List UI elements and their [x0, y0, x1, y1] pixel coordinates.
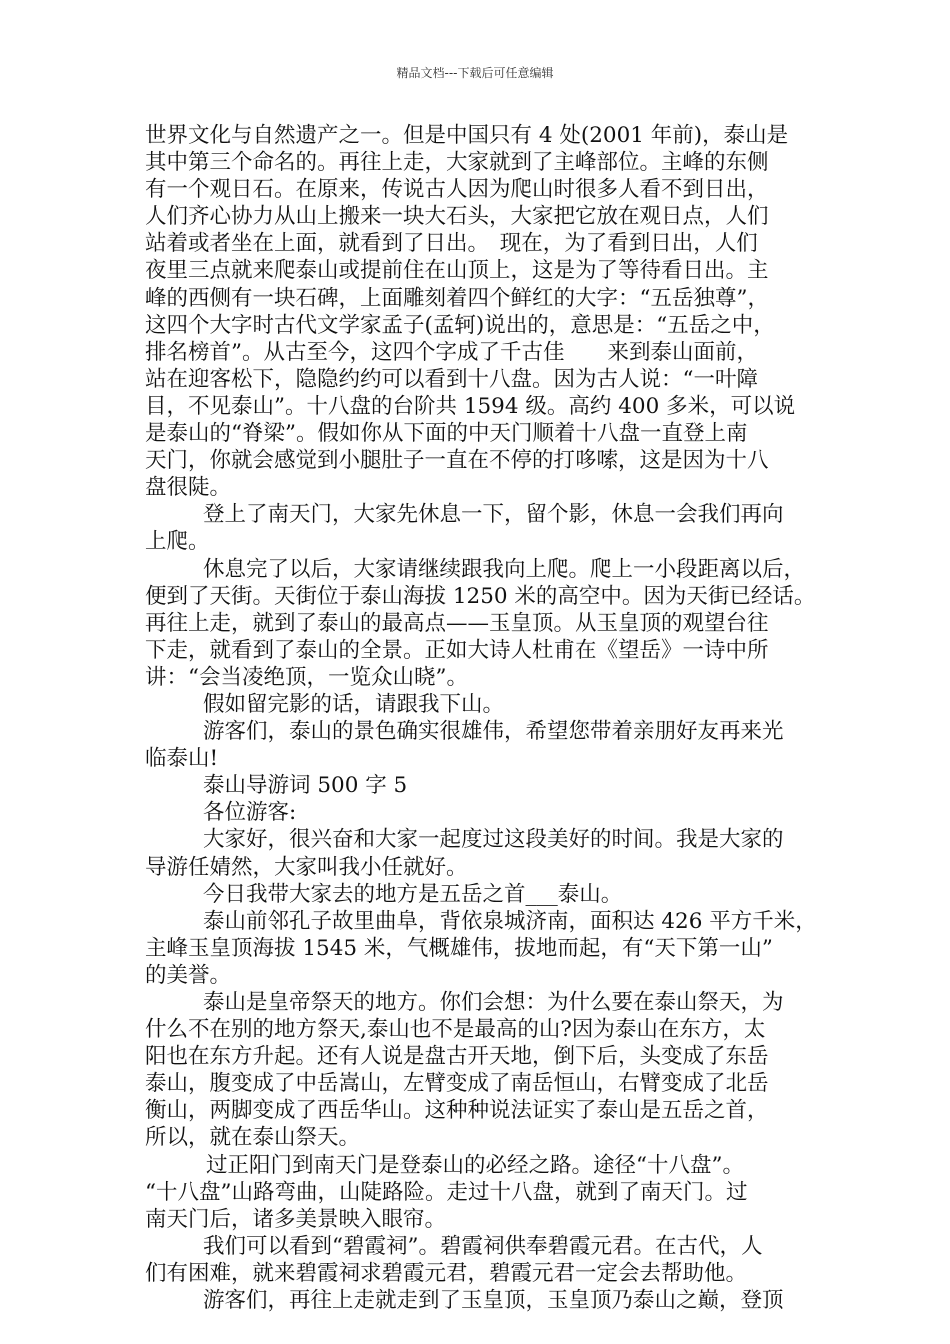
document-body [145, 122, 817, 1314]
text-line: 夜里三点就来爬泰山或提前住在山顶上，这是为了等待看日出。主 [145, 258, 769, 284]
text-line: 什么不在别的地方祭天,泰山也不是最高的山?因为泰山在东方，太 [145, 1017, 766, 1043]
section-title: 泰山导游词 500 字 5 [203, 773, 408, 799]
text-line: 南天门后，诸多美景映入眼帘。 [145, 1206, 447, 1232]
text-line: 泰山，腹变成了中岳嵩山，左臂变成了南岳恒山，右臂变成了北岳 [145, 1071, 769, 1097]
text-line: 临泰山! [145, 746, 219, 772]
text-line: 们有困难，就来碧霞祠求碧霞元君，碧霞元君一定会去帮助他。 [145, 1260, 748, 1286]
text-line: 我们可以看到“碧霞祠”。碧霞祠供奉碧霞元君。在古代，人 [203, 1233, 763, 1259]
text-line: 下走，就看到了泰山的全景。正如大诗人杜甫在《望岳》一诗中所 [145, 637, 769, 663]
text-line: 是泰山的“脊梁”。假如你从下面的中天门顺着十八盘一直登上南 [145, 421, 748, 447]
text-line: 讲：“会当凌绝顶，一览众山晓”。 [145, 664, 468, 690]
text-line: 过正阳门到南天门是登泰山的必经之路。途径“十八盘”。 [206, 1152, 744, 1178]
text-line: 的美誉。 [145, 962, 232, 988]
text-line: 各位游客: [203, 800, 297, 826]
text-line: 假如留完影的话，请跟我下山。 [203, 691, 505, 717]
text-line: 导游任婧然，大家叫我小任就好。 [145, 854, 468, 880]
text-line: 有一个观日石。在原来，传说古人因为爬山时很多人看不到日出， [145, 177, 769, 203]
text-line: 主峰玉皇顶海拔 1545 米，气概雄伟，拔地而起，有“天下第一山” [145, 935, 773, 961]
text-line: 站在迎客松下，隐隐约约可以看到十八盘。因为古人说：“一叶障 [145, 366, 758, 392]
text-line: 世界文化与自然遗产之一。但是中国只有 4 处(2001 年前)，泰山是 [145, 123, 789, 148]
text-line: 天门，你就会感觉到小腿肚子一直在不停的打哆嗦，这是因为十八 [145, 448, 769, 474]
text-line: 盘很陡。 [145, 475, 232, 501]
text-line: 登上了南天门，大家先休息一下，留个影，休息一会我们再向 [203, 502, 784, 528]
text-line: 衡山，两脚变成了西岳华山。这种种说法证实了泰山是五岳之首， [145, 1098, 769, 1124]
text-line: 游客们，泰山的景色确实很雄伟，希望您带着亲朋好友再来光 [203, 719, 784, 745]
text-line: 上爬。 [145, 529, 210, 555]
text-line: 人们齐心协力从山上搬来一块大石头，大家把它放在观日点，人们 [145, 204, 769, 230]
text-line: 游客们，再往上走就走到了玉皇顶，玉皇顶乃泰山之巅，登顶 [203, 1288, 784, 1314]
text-line: 目，不见泰山”。十八盘的台阶共 1594 级。高约 400 多米，可以说 [145, 393, 796, 419]
text-line: 泰山是皇帝祭天的地方。你们会想：为什么要在泰山祭天，为 [203, 990, 784, 1015]
text-line: 其中第三个命名的。再往上走，大家就到了主峰部位。主峰的东侧 [145, 150, 769, 176]
text-line: 峰的西侧有一块石碑，上面雕刻着四个鲜红的大字：“五岳独尊”， [145, 285, 769, 311]
text-line: 所以，就在泰山祭天。 [145, 1125, 361, 1151]
text-line: 再往上走，就到了泰山的最高点——玉皇顶。从玉皇顶的观望台往 [145, 610, 769, 636]
text-line: “十八盘”山路弯曲，山陡路险。走过十八盘，就到了南天门。过 [145, 1179, 748, 1205]
text-line: 阳也在东方升起。还有人说是盘古开天地，倒下后，头变成了东岳 [145, 1044, 769, 1070]
text-line: 便到了天街。天街位于泰山海拔 1250 米的高空中。因为天街已经话。 [145, 583, 816, 609]
text-line: 今日我带大家去的地方是五岳之首___泰山。 [203, 881, 623, 907]
text-line: 排名榜首”。从古至今，这四个字成了千古佳 来到泰山面前， [145, 339, 758, 365]
text-line: 大家好，很兴奋和大家一起度过这段美好的时间。我是大家的 [203, 827, 784, 853]
page-header: 精品文档---下载后可任意编辑 [396, 66, 554, 80]
text-line: 休息完了以后，大家请继续跟我向上爬。爬上一小段距离以后， [203, 556, 806, 582]
text-line: 泰山前邻孔子故里曲阜，背依泉城济南，面积达 426 平方千米， [203, 908, 817, 934]
text-line: 这四个大字时古代文学家孟子(孟轲)说出的，意思是：“五岳之中， [145, 312, 775, 338]
text-line: 站着或者坐在上面，就看到了日出。 现在，为了看到日出，人们 [145, 231, 758, 257]
